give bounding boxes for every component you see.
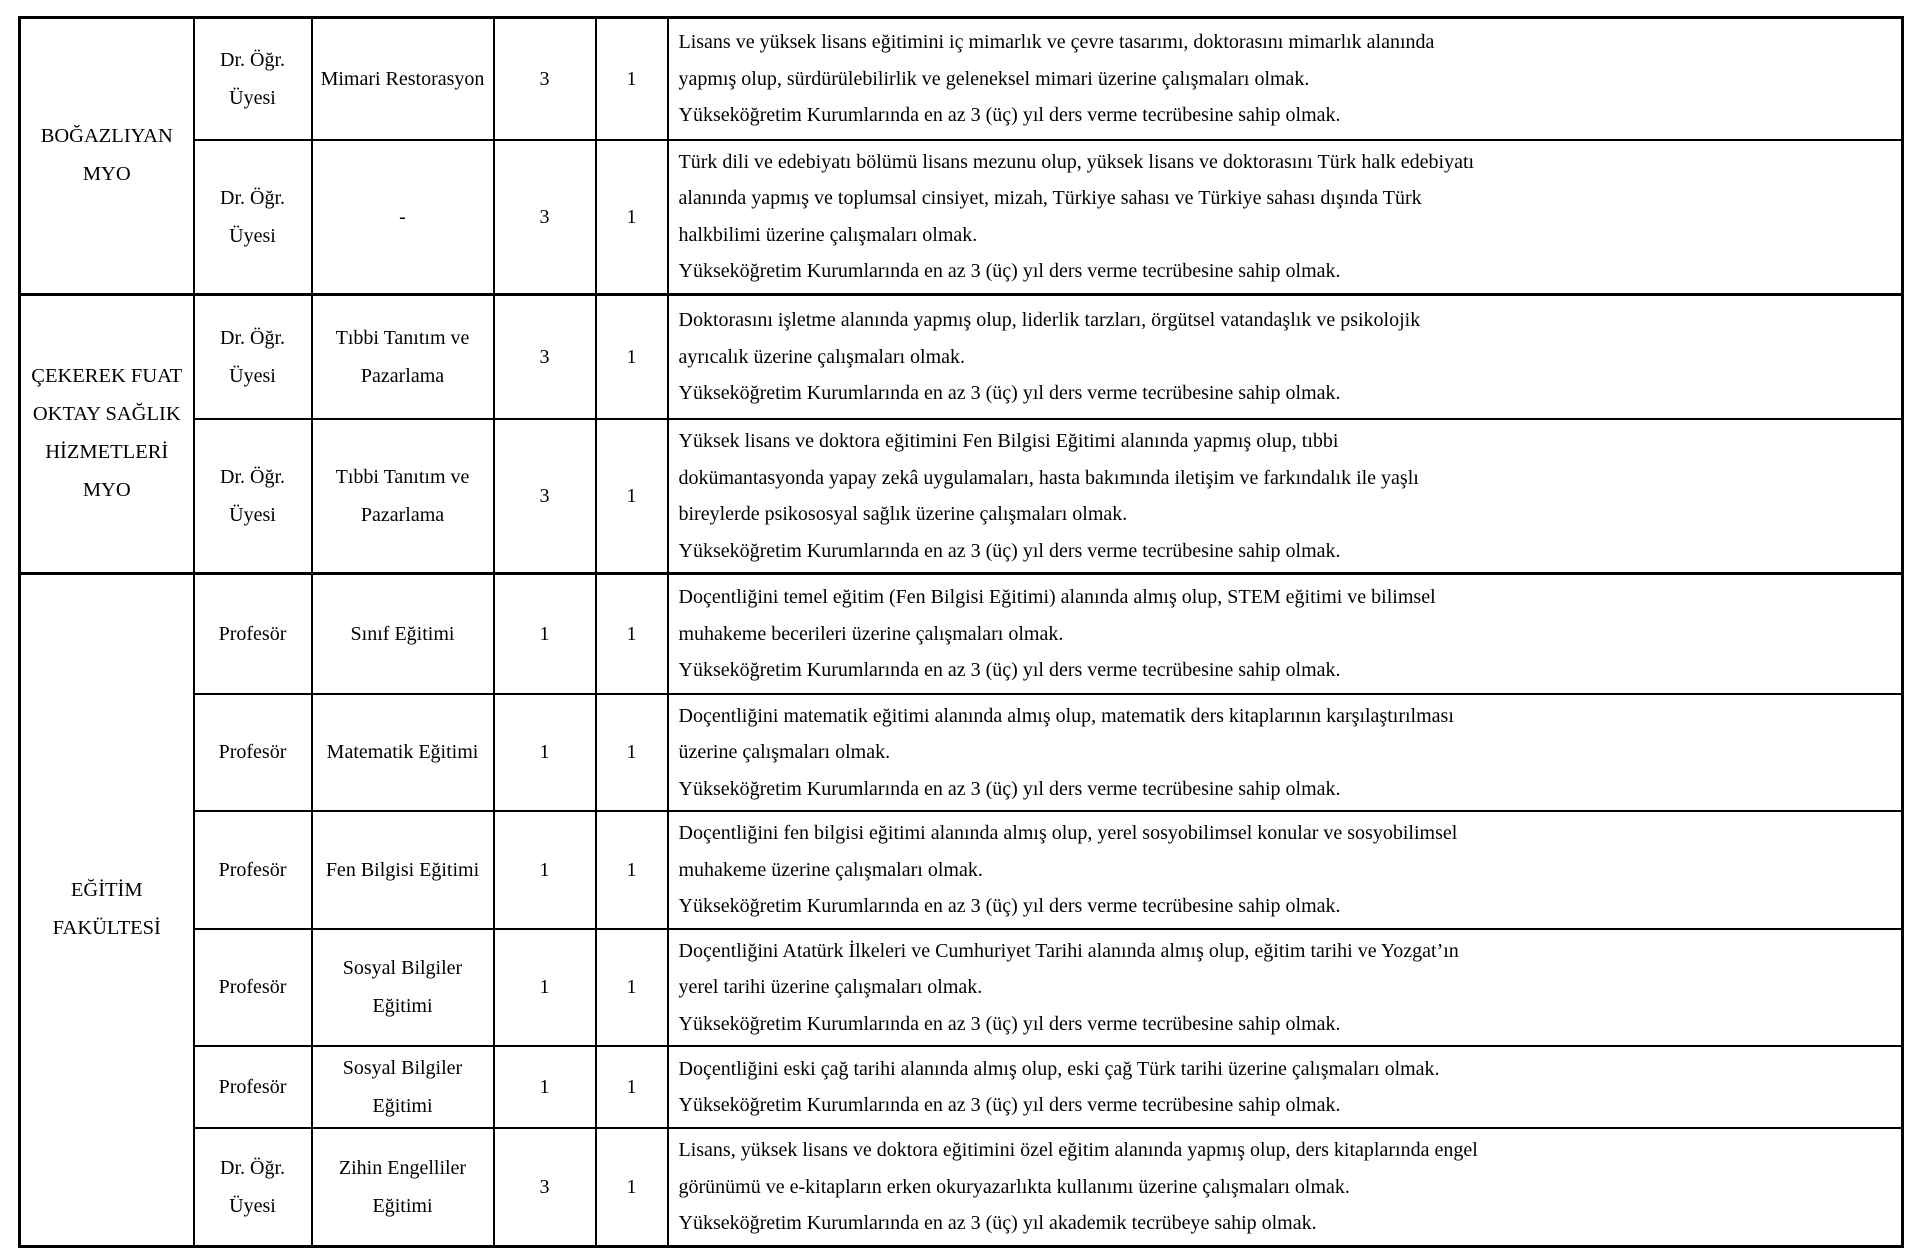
table-row <box>20 140 1903 295</box>
table-row <box>20 1128 1903 1246</box>
branch-cell: Matematik Eğitimi <box>312 694 494 812</box>
title-cell: Profesör <box>194 694 312 812</box>
requirement-line: Yükseköğretim Kurumlarında en az 3 (üç) yıl ders verme tecrübesine sahip olmak. <box>678 659 1341 681</box>
title-cell: Dr. Öğr. Üyesi <box>194 419 312 574</box>
requirement-line: Yükseköğretim Kurumlarında en az 3 (üç) yıl akademik tecrübeye sahip olmak. <box>678 1212 1317 1234</box>
requirement-line: muhakeme üzerine çalışmaları olmak. <box>678 858 983 881</box>
requirement-line: Yükseköğretim Kurumlarında en az 3 (üç) yıl ders verme tecrübesine sahip olmak. <box>678 895 1341 917</box>
requirement-line: görünümü ve e-kitapların erken okuryazarlıkta kullanımı üzerine çalışmaları olmak. <box>678 1175 1350 1198</box>
requirement-line: Lisans ve yüksek lisans eğitimini iç mimarlık ve çevre tasarımı, doktorasını mimarlık alanında <box>678 31 1435 53</box>
requirement-line: alanında yapmış ve toplumsal cinsiyet, mizah, Türkiye sahası ve Türkiye sahası dışında Türk <box>678 187 1422 209</box>
requirement-line: yerel tarihi üzerine çalışmaları olmak. <box>678 976 983 998</box>
requirement-line: Yükseköğretim Kurumlarında en az 3 (üç) yıl ders verme tecrübesine sahip olmak. <box>678 260 1341 282</box>
requirements-cell <box>668 694 1903 812</box>
quota-cell: 1 <box>596 294 668 419</box>
requirement-line: üzerine çalışmaları olmak. <box>678 741 891 763</box>
branch-cell: Sosyal Bilgiler Eğitimi <box>312 929 494 1047</box>
title-cell: Dr. Öğr. Üyesi <box>194 1128 312 1246</box>
grade-cell: 1 <box>494 811 596 929</box>
requirements-cell <box>668 140 1903 295</box>
branch-cell: Zihin Engelliler Eğitimi <box>312 1128 494 1246</box>
requirement-line: Doçentliğini fen bilgisi eğitimi alanında almış olup, yerel sosyobilimsel konular ve sosyobilimsel <box>678 822 1458 844</box>
academic-positions-table <box>18 16 1904 1248</box>
table-row <box>20 419 1903 574</box>
unit-cell: ÇEKEREK FUAT OKTAY SAĞLIK HİZMETLERİ MYO <box>20 294 194 574</box>
table-row <box>20 694 1903 812</box>
table-row <box>20 929 1903 1047</box>
branch-cell: - <box>312 140 494 295</box>
requirements-cell <box>668 294 1903 419</box>
grade-cell: 3 <box>494 1128 596 1246</box>
requirement-line: ayrıcalık üzerine çalışmaları olmak. <box>678 345 966 368</box>
requirement-line: Doçentliğini Atatürk İlkeleri ve Cumhuriyet Tarihi alanında almış olup, eğitim tarihi ve Yozgat’ın <box>678 939 1459 962</box>
branch-cell: Sınıf Eğitimi <box>312 574 494 694</box>
requirements-cell <box>668 1128 1903 1246</box>
quota-cell: 1 <box>596 419 668 574</box>
requirement-line: dokümantasyonda yapay zekâ uygulamaları, hasta bakımında iletişim ve farkındalık ile yaşlı <box>678 466 1419 489</box>
requirement-line: Doktorasını işletme alanında yapmış olup, liderlik tarzları, örgütsel vatandaşlık ve psikolojik <box>678 309 1421 331</box>
requirement-line: Yükseköğretim Kurumlarında en az 3 (üç) yıl ders verme tecrübesine sahip olmak. <box>678 539 1341 562</box>
quota-cell: 1 <box>596 694 668 812</box>
quota-cell: 1 <box>596 811 668 929</box>
branch-cell: Tıbbi Tanıtım ve Pazarlama <box>312 294 494 419</box>
grade-cell: 3 <box>494 294 596 419</box>
quota-cell: 1 <box>596 140 668 295</box>
table-row <box>20 18 1903 140</box>
requirement-line: Lisans, yüksek lisans ve doktora eğitimini özel eğitim alanında yapmış olup, ders kitaplarında engel <box>678 1139 1478 1161</box>
requirement-line: muhakeme becerileri üzerine çalışmaları olmak. <box>678 622 1064 645</box>
branch-cell: Fen Bilgisi Eğitimi <box>312 811 494 929</box>
requirement-line: Türk dili ve edebiyatı bölümü lisans mezunu olup, yüksek lisans ve doktorasını Türk halk edebiyatı <box>678 150 1475 173</box>
table-row <box>20 1046 1903 1128</box>
quota-cell: 1 <box>596 1128 668 1246</box>
title-cell: Dr. Öğr. Üyesi <box>194 294 312 419</box>
branch-cell: Mimari Restorasyon <box>312 18 494 140</box>
grade-cell: 3 <box>494 140 596 295</box>
requirement-line: Yüksek lisans ve doktora eğitimini Fen Bilgisi Eğitimi alanında yapmış olup, tıbbi <box>678 430 1339 452</box>
quota-cell: 1 <box>596 1046 668 1128</box>
requirement-line: bireylerde psikososyal sağlık üzerine çalışmaları olmak. <box>678 503 1128 525</box>
requirement-line: Yükseköğretim Kurumlarında en az 3 (üç) yıl ders verme tecrübesine sahip olmak. <box>678 382 1341 404</box>
table-row <box>20 811 1903 929</box>
requirement-line: Doçentliğini matematik eğitimi alanında almış olup, matematik ders kitaplarının karşılaştırılması <box>678 704 1454 727</box>
title-cell: Profesör <box>194 929 312 1047</box>
title-cell: Dr. Öğr. Üyesi <box>194 140 312 295</box>
branch-cell: Tıbbi Tanıtım ve Pazarlama <box>312 419 494 574</box>
title-cell: Profesör <box>194 811 312 929</box>
title-cell: Dr. Öğr. Üyesi <box>194 18 312 140</box>
requirement-line: Yükseköğretim Kurumlarında en az 3 (üç) yıl ders verme tecrübesine sahip olmak. <box>678 1094 1341 1116</box>
unit-cell: BOĞAZLIYAN MYO <box>20 18 194 295</box>
requirement-line: Yükseköğretim Kurumlarında en az 3 (üç) yıl ders verme tecrübesine sahip olmak. <box>678 777 1341 800</box>
table-body <box>20 18 1903 1247</box>
grade-cell: 1 <box>494 929 596 1047</box>
requirement-line: halkbilimi üzerine çalışmaları olmak. <box>678 223 978 246</box>
requirements-cell <box>668 811 1903 929</box>
requirements-cell <box>668 1046 1903 1128</box>
requirements-cell <box>668 419 1903 574</box>
requirements-cell <box>668 574 1903 694</box>
grade-cell: 3 <box>494 419 596 574</box>
table-row <box>20 294 1903 419</box>
table-row <box>20 574 1903 694</box>
requirement-line: Yükseköğretim Kurumlarında en az 3 (üç) yıl ders verme tecrübesine sahip olmak. <box>678 1012 1341 1035</box>
grade-cell: 1 <box>494 694 596 812</box>
title-cell: Profesör <box>194 574 312 694</box>
requirement-line: yapmış olup, sürdürülebilirlik ve geleneksel mimari üzerine çalışmaları olmak. <box>678 67 1310 90</box>
requirement-line: Yükseköğretim Kurumlarında en az 3 (üç) yıl ders verme tecrübesine sahip olmak. <box>678 104 1341 126</box>
grade-cell: 3 <box>494 18 596 140</box>
quota-cell: 1 <box>596 929 668 1047</box>
requirements-cell <box>668 18 1903 140</box>
branch-cell: Sosyal Bilgiler Eğitimi <box>312 1046 494 1128</box>
quota-cell: 1 <box>596 18 668 140</box>
unit-cell: EĞİTİM FAKÜLTESİ <box>20 574 194 1247</box>
requirements-cell <box>668 929 1903 1047</box>
quota-cell: 1 <box>596 574 668 694</box>
grade-cell: 1 <box>494 574 596 694</box>
requirement-line: Doçentliğini eski çağ tarihi alanında almış olup, eski çağ Türk tarihi üzerine çalışmaları olmak. <box>678 1057 1440 1080</box>
grade-cell: 1 <box>494 1046 596 1128</box>
requirement-line: Doçentliğini temel eğitim (Fen Bilgisi Eğitimi) alanında almış olup, STEM eğitimi ve bilimsel <box>678 586 1436 608</box>
title-cell: Profesör <box>194 1046 312 1128</box>
